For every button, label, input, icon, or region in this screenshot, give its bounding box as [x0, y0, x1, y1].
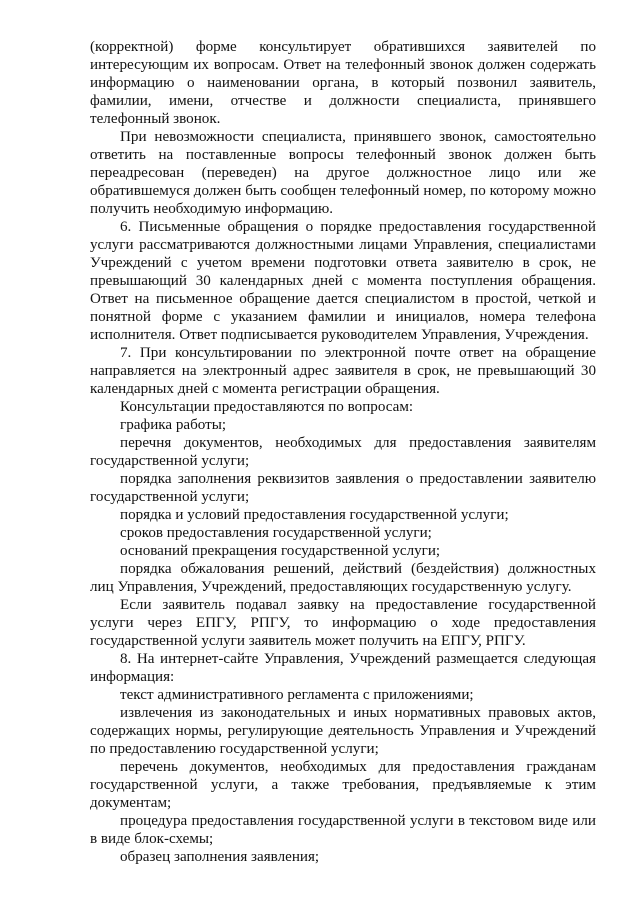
list-item-termination-grounds: оснований прекращения государственной услуги; [120, 543, 441, 559]
paragraph-item-7-email-consultation: 7. При консультировании по электронной почте ответ на обращение направляется на электронный адрес заявителя в срок, не превышающий 30 календарных дней с момента регистрации обращения. [90, 345, 596, 397]
list-item-service-conditions: порядка и условий предоставления государственной услуги; [120, 507, 509, 523]
list-item-appeal-procedure: порядка обжалования решений, действий (бездействия) должностных лиц Управления, Учреждений, предоставляющих государственную услугу. [90, 561, 596, 595]
list-item-regulation-text: текст административного регламента с приложениями; [120, 687, 474, 703]
paragraph-call-redirect: При невозможности специалиста, принявшего звонок, самостоятельно ответить на поставленные вопросы телефонный звонок должен быть переадресован (переведен) на другое должностное лицо или же обратившемуся должен быть сообщен телефонный номер, по которому можно получить необходимую информацию. [90, 129, 596, 217]
list-item-application-requisites: порядка заполнения реквизитов заявления о предоставлении заявителю государственной услуги; [90, 471, 596, 505]
paragraph-telephone-consultation: (корректной) форме консультирует обратившихся заявителей по интересующим их вопросам. Ответ на телефонный звонок должен содержать информацию о наименовании органа, в который позвонил заявитель, фамилии, имени, отчестве и должности специалиста, принявшего телефонный звонок. [90, 39, 596, 127]
list-item-required-documents: перечня документов, необходимых для предоставления заявителям государственной услуги; [90, 435, 596, 469]
list-item-work-schedule: графика работы; [120, 417, 227, 433]
list-item-procedure-flowchart: процедура предоставления государственной услуги в текстовом виде или в виде блок-схемы; [90, 813, 596, 847]
paragraph-item-8-website-info: 8. На интернет-сайте Управления, Учреждений размещается следующая информация: [90, 651, 596, 685]
paragraph-item-6-written-requests: 6. Письменные обращения о порядке предоставления государственной услуги рассматриваются должностными лицами Управления, специалистами Учреждений с учетом времени подготовки ответа заявителю в срок, не превышающий 30 календарных дней с момента поступления обращения. Ответ на письменное обращение дается специалистом в простой, четкой и понятной форме с указанием фамилии и инициалов, номера телефона исполнителя. Ответ подписывается руководителем Управления, Учреждения. [90, 219, 596, 343]
list-item-documents-requirements: перечень документов, необходимых для предоставления гражданам государственной услуги, а также требования, предъявляемые к этим документам; [90, 759, 596, 811]
list-item-legal-extracts: извлечения из законодательных и иных нормативных правовых актов, содержащих нормы, регулирующие деятельность Управления и Учреждений по предоставлению государственной услуги; [90, 705, 596, 757]
paragraph-epgu-rpgu-status: Если заявитель подавал заявку на предоставление государственной услуги через ЕПГУ, РПГУ, то информацию о ходе предоставления государственной услуги заявитель может получить на ЕПГУ, РПГУ. [90, 597, 596, 649]
list-item-application-sample: образец заполнения заявления; [120, 849, 320, 865]
document-page [90, 38, 596, 866]
paragraph-consultation-topics-heading: Консультации предоставляются по вопросам: [120, 399, 414, 415]
list-item-service-terms: сроков предоставления государственной услуги; [120, 525, 432, 541]
